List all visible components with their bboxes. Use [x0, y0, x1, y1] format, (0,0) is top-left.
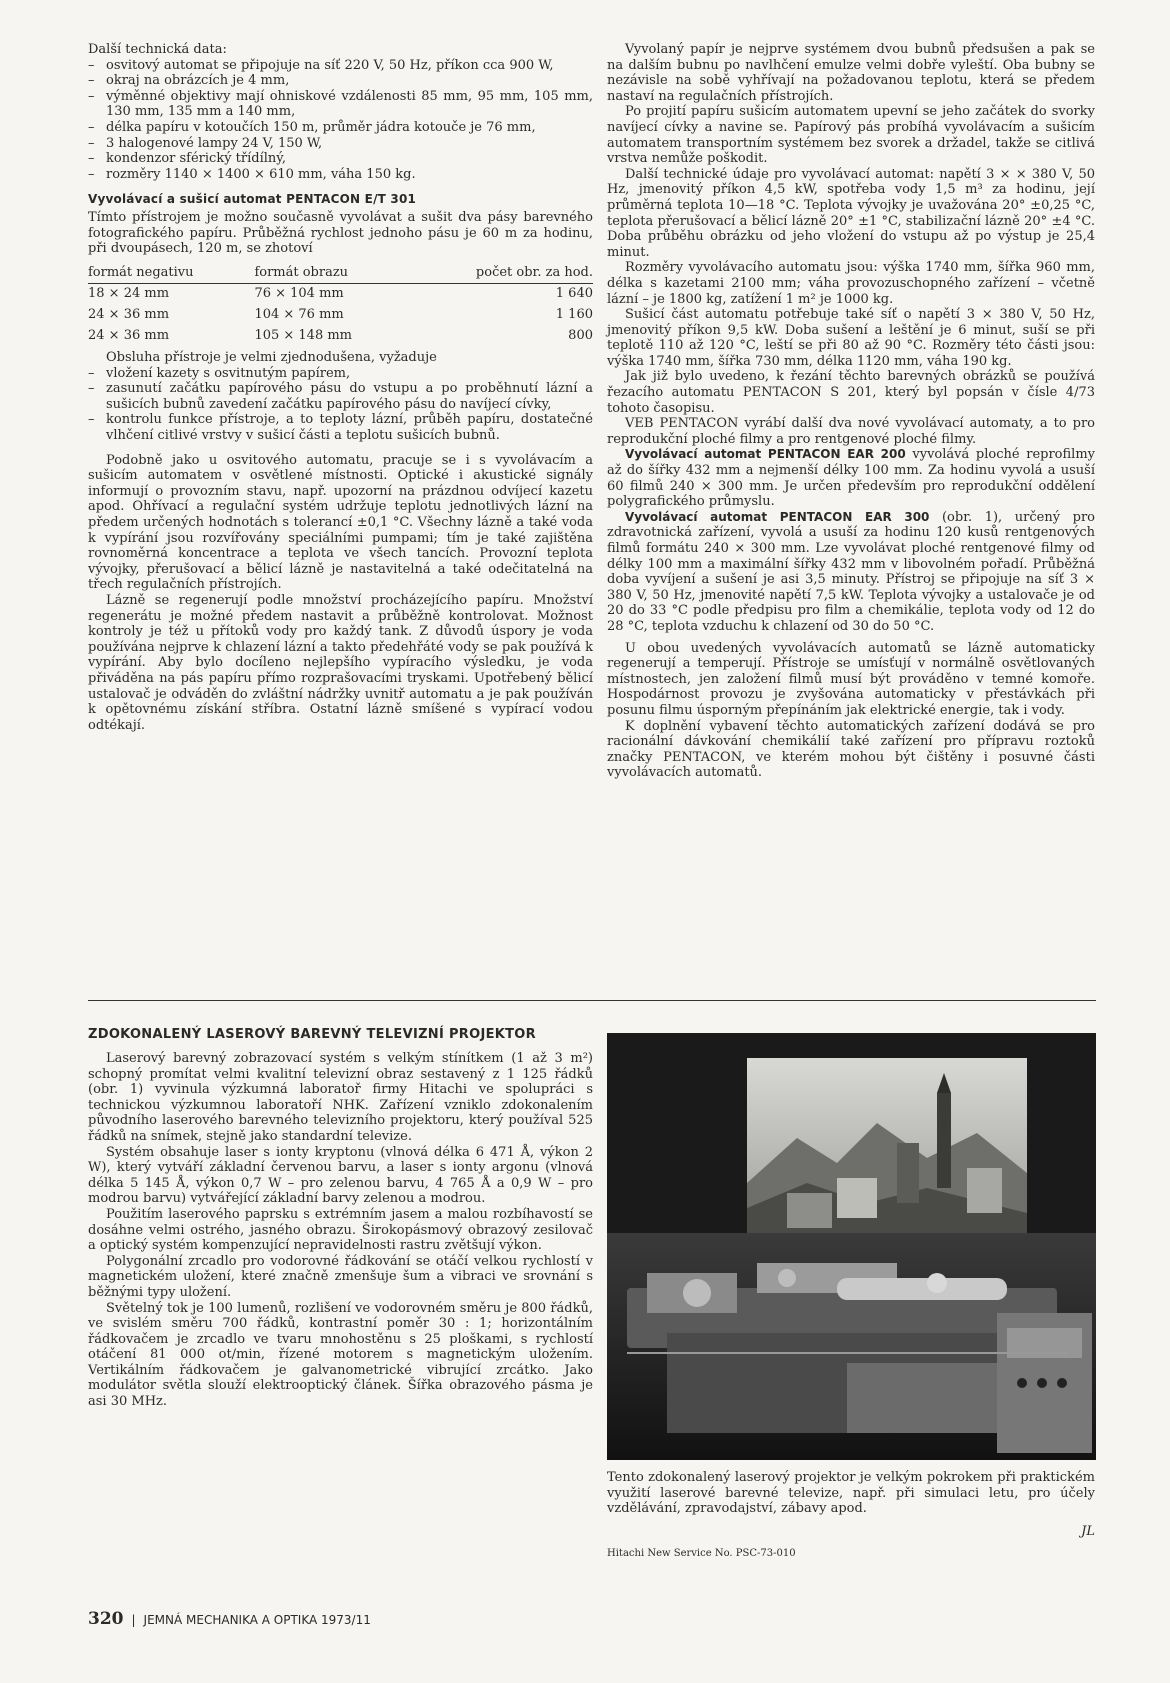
list-item: – vložení kazety s osvitnutým papírem, [88, 366, 593, 382]
table-cell: 800 [568, 327, 593, 343]
list-item: – 3 halogenové lampy 24 V, 150 W, [88, 136, 593, 152]
paragraph: K doplnění vybavení těchto automatických zařízení dodává se pro racionální dávkování chemikálií také zařízení pro přípravu roztoků značky PENTACON, ve kterém mohou být čištěny i posuvné části vyvolávacích automatů. [607, 718, 1095, 781]
table-header: formát negativu [88, 263, 254, 284]
photo-caption: Tento zdokonalený laserový projektor je velkým pokrokem při praktickém využití laserové barevné televize, např. při simulaci letu, pro účely vzdělávání, zpravodajství, zábavy apod. [607, 1470, 1095, 1517]
section-intro: Tímto přístrojem je možno současně vyvolávat a sušit dva pásy barevného fotografického papíru. Průběžná rychlost jednoho pásu je 60 m za hodinu, při dvoupásech, 120 m, se zhotoví [88, 209, 593, 257]
list-item: – kontrolu funkce přístroje, a to teploty lázní, průběh papíru, dostatečné vlhčení citlivé vrstvy v sušicí části a teplotu sušicích bubnů. [88, 412, 593, 443]
table-row [88, 305, 593, 326]
operation-list [88, 366, 593, 444]
article-title: ZDOKONALENÝ LASEROVÝ BAREVNÝ TELEVIZNÍ PROJEKTOR [88, 1027, 536, 1042]
table-cell: 18 × 24 mm [88, 286, 170, 302]
list-item: – osvitový automat se připojuje na síť 220 V, 50 Hz, příkon cca 900 W, [88, 58, 593, 74]
list-item: – zasunutí začátku papírového pásu do vstupu a po proběhnutí lázní a sušicích bubnů zavedení začátku papírového pásu do navíjecí cívky, [88, 381, 593, 412]
table-cell: 104 × 76 mm [254, 306, 344, 322]
ear200-text: vyvolává ploché reprofilmy až do šířky 432 mm a nejmenší délky 100 mm. Za hodinu vyvolá a usuší 60 filmů 240 × 300 mm. Je určen především pro reprodukční oddělení polygrafického průmyslu. [607, 447, 1096, 510]
list-item: – délka papíru v kotoučích 150 m, průměr jádra kotouče je 76 mm, [88, 120, 593, 136]
page-number: 320 [88, 1609, 124, 1629]
paragraph: Podobně jako u osvitového automatu, pracuje se i s vyvolávacím a sušicím automatem v osvětlené místnosti. Optické i akustické signály informují o provozním stavu, např. upozorní na prázdnou odvíjecí kazetu apod. Ohřívací a regulační systém udržuje teplotu jednotlivých lázní na předem určených hodnotách s tolerancí ±0,1 °C. Všechny lázně a také voda k vypírání jsou rozvířovány speciálními pumpami; tím je také zajištěna rovnoměrná koncentrace a teplota ve všech tancích. Provozní teplota vývojky, přerušovací a bělicí lázně je nastavitelná a také odečitatelná na třech regulačních přístrojích. [88, 452, 593, 593]
paragraph: Další technické údaje pro vyvolávací automat: napětí 3 × × 380 V, 50 Hz, jmenovitý příkon 4,5 kW, spotřeba vody 1,5 m³ za hodinu, její průměrná teplota 10—18 °C. Teplota vývojky je uvažována 20° ±0,25 °C, teplota přerušovací a bělicí lázně 20° ±1 °C, stabilizační lázně 20° ±4 °C. Doba průběhu obrázku od jeho vložení do vstupu až po výstup je 25,4 minut. [607, 166, 1095, 260]
format-table [88, 263, 593, 346]
ear300-text: (obr. 1), určený pro zdravotnická zařízení, vyvolá a usuší za hodinu 120 kusů rentgenových filmů formátu 240 × 300 mm. Lze vyvolávat ploché rentgenové filmy od délky 100 mm a maximální šířky 432 mm v libovolném pořadí. Průběžná doba vyvíjení a sušení je asi 3,5 minuty. Přístroj se připojuje na síť 3 × 380 V, 50 Hz, jmenovité napětí 7,5 kW. Teplota vývojky a ustalovače je od 20 do 33 °C podle předpisu pro film a chemikálie, teplota vody od 12 do 28 °C, teplota vzduchu k chlazení od 30 do 50 °C. [607, 509, 1095, 634]
paragraph: Světelný tok je 100 lumenů, rozlišení ve vodorovném směru je 800 řádků, ve svislém směru 700 řádků, kontrastní poměr 30 : 1; horizontálním řádkovačem je zrcadlo ve tvaru mnohostěnu s 25 ploškami, s rychlostí otáčení 81 000 ot/min, řízené motorem s magnetickým uložením. Vertikálním řádkovačem je galvanometrické vibrující zrcátko. Jako modulátor světla slouží elektrooptický článek. Šířka obrazového pásma je asi 30 MHz. [88, 1300, 593, 1410]
table-cell: 24 × 36 mm [88, 327, 170, 343]
right-column [607, 42, 1095, 781]
left-column [88, 42, 593, 733]
paragraph: Jak již bylo uvedeno, k řezání těchto barevných obrázků se používá řezacího automatu PENTACON S 201, který byl popsán v čísle 4/73 tohoto časopisu. [607, 369, 1095, 416]
section-heading: Vyvolávací a sušicí automat PENTACON E/T 301 [88, 192, 417, 207]
table-row [88, 284, 593, 305]
table-cell: 24 × 36 mm [88, 306, 170, 322]
table-cell: 76 × 104 mm [254, 286, 344, 302]
author-initials: JL [1081, 1524, 1095, 1539]
ear200-name: Vyvolávací automat PENTACON EAR 200 [625, 447, 906, 462]
paragraph: Laserový barevný zobrazovací systém s velkým stínítkem (1 až 3 m²) schopný promítat velmi kvalitní televizní obraz sestavený z 1 125 řádků (obr. 1) vyvinula výzkumná laboratoř firmy Hitachi ve spolupráci s technickou výzkumnou laboratoří NHK. Zařízení vzniklo zdokonalením původního laserového barevného televizního projektoru, který používal 525 řádků na snímek, stejně jako standardní televize. [88, 1051, 593, 1144]
ear300-paragraph [607, 510, 1095, 635]
paragraph: Vyvolaný papír je nejprve systémem dvou bubnů předsušen a pak se na dalším bubnu po navlhčení emulze velmi dobře vyleští. Oba bubny se nezávisle na sobě vyhřívají na požadovanou teplotu, která se předem nastaví na regulačních přístrojích. [607, 42, 1095, 104]
table-row [88, 326, 593, 347]
ear300-name: Vyvolávací automat PENTACON EAR 300 [625, 509, 930, 524]
list-item: – okraj na obrázcích je 4 mm, [88, 73, 593, 89]
journal-name: JEMNÁ MECHANIKA A OPTIKA 1973/11 [143, 1613, 371, 1627]
source-credit: Hitachi New Service No. PSC-73-010 [607, 1548, 796, 1559]
paragraph: Lázně se regenerují podle množství procházejícího papíru. Množství regenerátu je možné předem nastavit a průběžně kontrolovat. Možnost kontroly je též u přítoků vody pro každý tank. Z důvodů úspory je voda používána nejprve k chlazení lázní a takto předehřáté vody se pak používá k vypírání. Aby bylo docíleno nejlepšího vypíracího výsledku, je voda přiváděna na pás papíru přímo rozprašovacími tryskami. Upotřebený bělicí ustalovač je odváděn do zvláštní nádržky uvnitř automatu a je pak používán k opětovnému získání stříbra. Ostatní lázně smíšené s vypírací vodou odtékají. [88, 593, 593, 733]
tech-data-intro: Další technická data: [88, 42, 227, 57]
paragraph: Sušicí část automatu potřebuje také síť o napětí 3 × 380 V, 50 Hz, jmenovitý příkon 9,5 kW. Doba sušení a leštění je 6 minut, suší se při teplotě 110 až 120 °C, leští se při 80 až 90 °C. Rozměry této části jsou: výška 1740 mm, šířka 730 mm, délka 1120 mm, váha 190 kg. [607, 307, 1095, 369]
paragraph: Systém obsahuje laser s ionty kryptonu (vlnová délka 6 471 Å, výkon 2 W), který vytváří základní červenou barvu, a laser s ionty argonu (vlnová délka 5 145 Å, výkon 0,7 W – pro zelenou barvu, 4 765 Å a 0,9 W – pro modrou barvu) vytvářející základní barvy zelenou a modrou. [88, 1144, 593, 1207]
divider [88, 1000, 1096, 1001]
laser-projector-article [88, 1027, 593, 1410]
table-cell: 105 × 148 mm [254, 327, 353, 343]
operation-intro: Obsluha přístroje je velmi zjednodušena, vyžaduje [106, 350, 437, 366]
paragraph: VEB PENTACON vyrábí další dva nové vyvolávací automaty, a to pro reprodukční ploché filmy a pro rentgenové ploché filmy. [607, 416, 1095, 447]
page-footer [88, 1609, 371, 1629]
paragraph: Po projití papíru sušicím automatem upevní se jeho začátek do svorky navíjecí cívky a navine se. Papírový pás probíhá vyvolávacím a sušicím automatem transportním systémem bez svorek a držadel, takže se citlivá vrstva nemůže poškodit. [607, 104, 1095, 167]
table-cell: 1 160 [555, 306, 593, 322]
list-item: – rozměry 1140 × 1400 × 610 mm, váha 150 kg. [88, 167, 593, 183]
table-cell: 1 640 [555, 286, 593, 302]
ear200-paragraph [607, 447, 1095, 509]
list-item: – výměnné objektivy mají ohniskové vzdálenosti 85 mm, 95 mm, 105 mm, 130 mm, 135 mm a 140 mm, [88, 89, 593, 120]
projector-photo-illustration [607, 1033, 1096, 1460]
paragraph: Polygonální zrcadlo pro vodorovné řádkování se otáčí velkou rychlostí v magnetickém uložení, které značně zmenšuje šum a vibraci ve srovnání s běžnými typy uložení. [88, 1253, 593, 1300]
paragraph: Použitím laserového paprsku s extrémním jasem a malou rozbíhavostí se dosáhne velmi ostrého, jasného obrazu. Širokopásmový obrazový zesilovač a optický systém kompenzující nepravidelnosti rastru zvětšují výkon. [88, 1206, 593, 1254]
paragraph: Rozměry vyvolávacího automatu jsou: výška 1740 mm, šířka 960 mm, délka s kazetami 2100 mm; váha provozuschopného zařízení – včetně lázní – je 1800 kg, zatížení 1 m² je 1000 kg. [607, 260, 1095, 307]
table-header: formát obrazu [254, 263, 408, 284]
table-header: počet obr. za hod. [408, 263, 593, 284]
tech-data-list [88, 58, 593, 183]
footer-separator: | [131, 1613, 136, 1627]
list-item: – kondenzor sférický třídílný, [88, 151, 593, 167]
projector-photo [607, 1033, 1096, 1460]
paragraph: U obou uvedených vyvolávacích automatů se lázně automaticky regenerují a temperují. Přístroje se umísťují v normálně osvětlovaných místnostech, jen založení filmů musí být prováděno v temné komoře. Hospodárnost provozu je zvyšována automaticky v přestávkách při posunu filmu úsporným přepínáním jak elektrické energie, tak i vody. [607, 640, 1095, 718]
